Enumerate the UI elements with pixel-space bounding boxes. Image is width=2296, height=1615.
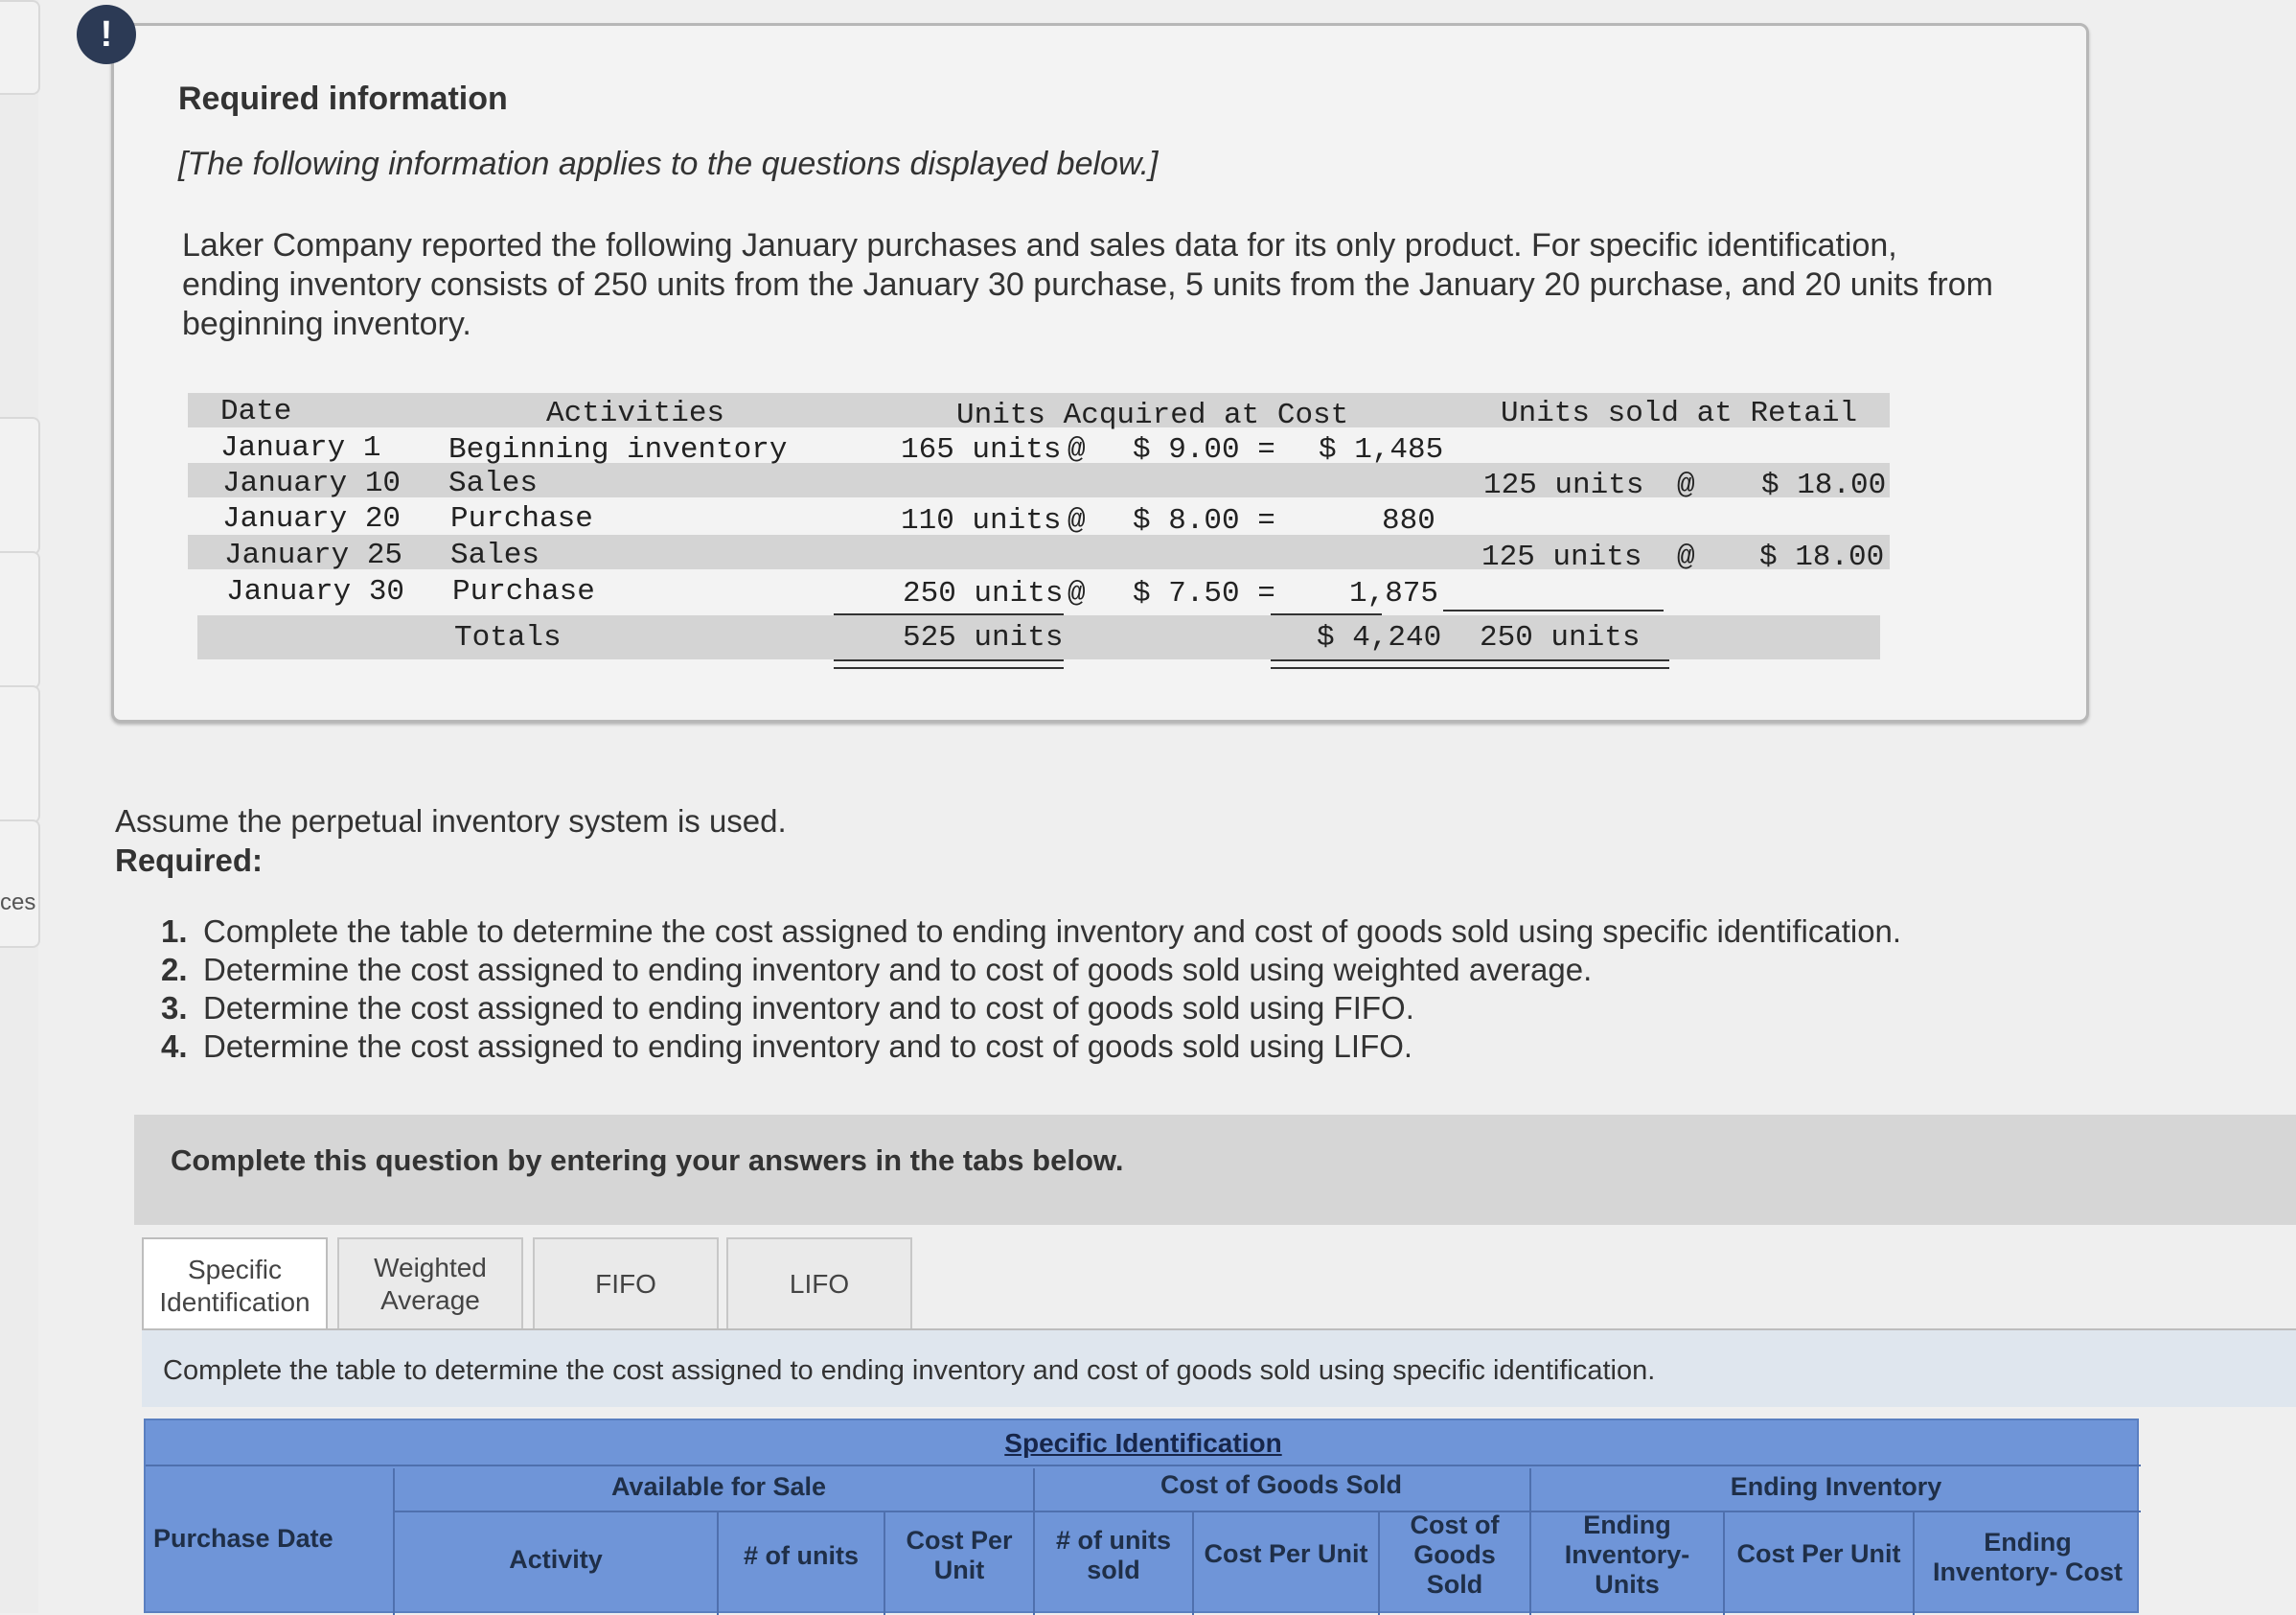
row-acquired-units: 250 units (903, 577, 1064, 611)
col-ending-inventory-units: Ending Inventory- Units (1564, 1511, 1690, 1599)
group-available-for-sale: Available for Sale (610, 1472, 827, 1501)
row-at-sign: @ (1677, 469, 1695, 502)
sidebar-card[interactable] (0, 0, 40, 95)
list-item: 4. Determine the cost assigned to ending inventory and to cost of goods sold using LIFO. (161, 1028, 1413, 1064)
row-date: January 30 (226, 575, 405, 609)
double-underline (834, 659, 1064, 669)
header-units-acquired: Units Acquired at Cost (956, 399, 1349, 432)
col-activity: Activity (509, 1545, 603, 1574)
row-date: January 1 (220, 431, 381, 465)
specific-identification-worksheet (144, 1419, 2139, 1613)
col-units: # of units (744, 1541, 859, 1570)
row-activity: Purchase (452, 575, 595, 609)
row-acquired-units: 165 units (901, 433, 1062, 467)
complete-question-prompt: Complete this question by entering your answers in the tabs below. (171, 1143, 1124, 1177)
row-at-sign: @ (1068, 433, 1086, 467)
requirements-list (161, 912, 1901, 1066)
list-item: 2. Determine the cost assigned to ending inventory and to cost of goods sold using weighted average. (161, 952, 1593, 987)
row-sale-price: $ 18.00 (1761, 469, 1887, 502)
col-units-sold: # of units sold (1056, 1526, 1171, 1584)
row-activity: Sales (448, 467, 539, 500)
tab-fifo[interactable]: FIFO (533, 1237, 719, 1329)
header-units-sold: Units sold at Retail (1501, 397, 1858, 430)
row-activity: Sales (450, 539, 540, 572)
tab-instruction: Complete the table to determine the cost assigned to ending inventory and cost of goods sold using specific identification. (163, 1355, 1656, 1386)
sidebar-card[interactable] (0, 685, 40, 823)
divider (146, 1465, 2141, 1466)
row-acquired-units: 110 units (901, 504, 1062, 538)
header-activities: Activities (546, 397, 725, 430)
row-at-sign: @ (1068, 577, 1086, 611)
list-item: 3. Determine the cost assigned to ending inventory and to cost of goods sold using FIFO. (161, 990, 1414, 1026)
required-information-subtitle: [The following information applies to the questions displayed below.] (178, 146, 1159, 182)
row-unit-cost: $ 9.00 = (1133, 433, 1275, 467)
worksheet-title: Specific Identification (1004, 1428, 1282, 1458)
tab-specific-identification[interactable]: Specific Identification (142, 1237, 328, 1333)
row-sold-units: 125 units (1481, 541, 1642, 574)
col-cost-of-goods-sold: Cost of Goods Sold (1410, 1511, 1500, 1599)
col-cogs-cost-per-unit: Cost Per Unit (1204, 1539, 1368, 1568)
header-date: Date (220, 395, 292, 428)
underline (834, 613, 1064, 615)
sidebar-label: ces (0, 889, 36, 915)
row-cost-total: $ 1,485 (1319, 433, 1444, 467)
problem-intro: Laker Company reported the following January purchases and sales data for its only product. For specific identification, ending inventory consists of 250 units from the January 30 purchase, 5 units from the January 20 purchase, and 20 units from beginning inventory. (182, 227, 1993, 342)
row-at-sign: @ (1677, 541, 1695, 574)
col-cost-per-unit: Cost Per Unit (906, 1526, 1013, 1584)
row-activity: Purchase (450, 502, 593, 536)
row-date: January 25 (224, 539, 403, 572)
tab-weighted-average[interactable]: Weighted Average (337, 1237, 523, 1329)
underline (1443, 610, 1664, 611)
totals-acquired-units: 525 units (903, 621, 1064, 655)
required-label: Required: (115, 842, 264, 878)
row-unit-cost: $ 7.50 = (1133, 577, 1275, 611)
row-activity: Beginning inventory (448, 433, 788, 467)
row-sale-price: $ 18.00 (1759, 541, 1885, 574)
tab-lifo[interactable]: LIFO (726, 1237, 912, 1329)
double-underline (1271, 659, 1669, 669)
group-ending-inventory: Ending Inventory (1730, 1472, 1942, 1501)
sidebar-card[interactable] (0, 417, 40, 555)
sidebar-card[interactable] (0, 551, 40, 689)
group-cost-of-goods-sold: Cost of Goods Sold (1160, 1470, 1402, 1499)
row-date: January 10 (222, 467, 402, 500)
sidebar-card[interactable] (0, 819, 40, 948)
totals-sold-units: 250 units (1480, 621, 1641, 655)
row-cost-total: 880 (1382, 504, 1435, 538)
divider (393, 1468, 395, 1615)
row-cost-total: 1,875 (1349, 577, 1439, 611)
totals-acquired-cost: $ 4,240 (1317, 621, 1442, 655)
required-information-title: Required information (178, 81, 508, 117)
col-ending-cost-per-unit: Cost Per Unit (1736, 1539, 1901, 1568)
divider (395, 1511, 2141, 1512)
col-ending-inventory-cost: Ending Inventory- Cost (1932, 1528, 2124, 1586)
row-sold-units: 125 units (1483, 469, 1644, 502)
assumption-text: Assume the perpetual inventory system is used. (115, 803, 787, 839)
col-purchase-date: Purchase Date (153, 1524, 333, 1553)
row-unit-cost: $ 8.00 = (1133, 504, 1275, 538)
row-at-sign: @ (1068, 504, 1086, 538)
list-item: 1. Complete the table to determine the cost assigned to ending inventory and cost of goods sold using specific identification. (161, 913, 1902, 949)
exclamation-icon: ! (77, 5, 136, 64)
inventory-data-table (188, 393, 1890, 666)
row-date: January 20 (222, 502, 402, 536)
totals-label: Totals (454, 621, 562, 655)
underline (1271, 613, 1382, 615)
